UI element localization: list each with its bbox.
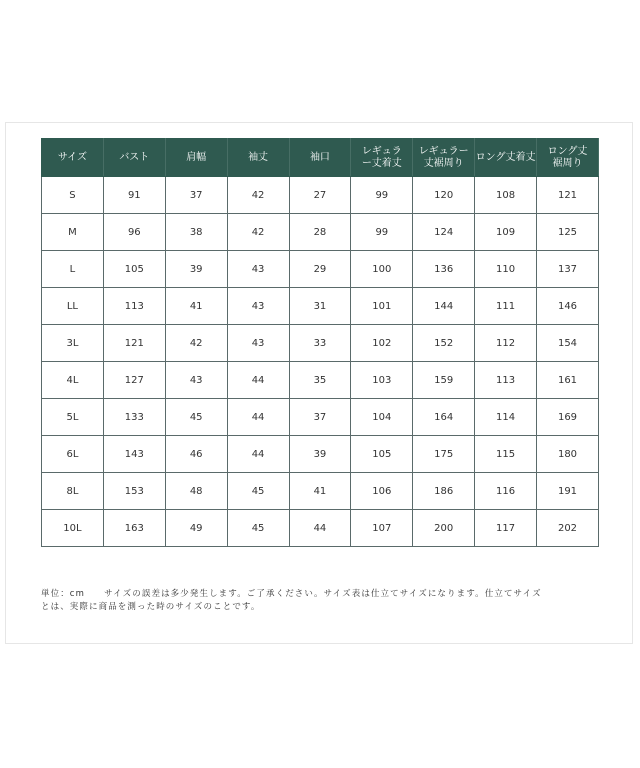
table-cell: 96 bbox=[103, 214, 165, 251]
table-cell: 102 bbox=[351, 325, 413, 362]
table-cell: S bbox=[42, 177, 104, 214]
table-cell: 37 bbox=[289, 399, 351, 436]
table-cell: 100 bbox=[351, 251, 413, 288]
table-cell: 109 bbox=[475, 214, 537, 251]
table-cell: 43 bbox=[227, 251, 289, 288]
table-cell: 113 bbox=[475, 362, 537, 399]
table-cell: LL bbox=[42, 288, 104, 325]
table-cell: 39 bbox=[165, 251, 227, 288]
table-cell: 3L bbox=[42, 325, 104, 362]
table-row bbox=[42, 251, 599, 288]
table-cell: 111 bbox=[475, 288, 537, 325]
table-cell: 117 bbox=[475, 510, 537, 547]
table-cell: 191 bbox=[537, 473, 599, 510]
table-header-row bbox=[42, 139, 599, 177]
table-cell: 103 bbox=[351, 362, 413, 399]
table-cell: 37 bbox=[165, 177, 227, 214]
table-cell: 164 bbox=[413, 399, 475, 436]
table-cell: 44 bbox=[289, 510, 351, 547]
table-cell: 46 bbox=[165, 436, 227, 473]
table-cell: 186 bbox=[413, 473, 475, 510]
table-cell: 136 bbox=[413, 251, 475, 288]
table-cell: 41 bbox=[289, 473, 351, 510]
table-cell: 200 bbox=[413, 510, 475, 547]
table-cell: 137 bbox=[537, 251, 599, 288]
table-cell: 29 bbox=[289, 251, 351, 288]
table-row bbox=[42, 214, 599, 251]
table-cell: 121 bbox=[103, 325, 165, 362]
table-cell: 4L bbox=[42, 362, 104, 399]
table-row bbox=[42, 510, 599, 547]
table-row bbox=[42, 399, 599, 436]
table-cell: 43 bbox=[165, 362, 227, 399]
table-cell: 35 bbox=[289, 362, 351, 399]
header-size: サイズ bbox=[42, 139, 104, 177]
table-cell: 125 bbox=[537, 214, 599, 251]
table-cell: 44 bbox=[227, 436, 289, 473]
table-cell: 110 bbox=[475, 251, 537, 288]
table-cell: 101 bbox=[351, 288, 413, 325]
table-cell: 42 bbox=[227, 177, 289, 214]
table-cell: 106 bbox=[351, 473, 413, 510]
table-cell: 108 bbox=[475, 177, 537, 214]
table-cell: 39 bbox=[289, 436, 351, 473]
table-cell: 48 bbox=[165, 473, 227, 510]
table-cell: 180 bbox=[537, 436, 599, 473]
table-row bbox=[42, 177, 599, 214]
header-long-hem: ロング丈 裾周り bbox=[537, 139, 599, 177]
table-cell: 154 bbox=[537, 325, 599, 362]
table-cell: 43 bbox=[227, 288, 289, 325]
table-cell: 112 bbox=[475, 325, 537, 362]
table-cell: 113 bbox=[103, 288, 165, 325]
table-cell: 10L bbox=[42, 510, 104, 547]
table-cell: 27 bbox=[289, 177, 351, 214]
table-cell: 99 bbox=[351, 177, 413, 214]
table-cell: 121 bbox=[537, 177, 599, 214]
table-cell: 91 bbox=[103, 177, 165, 214]
table-cell: 120 bbox=[413, 177, 475, 214]
table-cell: 152 bbox=[413, 325, 475, 362]
table-cell: 107 bbox=[351, 510, 413, 547]
table-cell: 143 bbox=[103, 436, 165, 473]
table-cell: 105 bbox=[103, 251, 165, 288]
table-cell: 44 bbox=[227, 399, 289, 436]
table-cell: 41 bbox=[165, 288, 227, 325]
table-cell: 105 bbox=[351, 436, 413, 473]
table-cell: 99 bbox=[351, 214, 413, 251]
table-cell: 159 bbox=[413, 362, 475, 399]
table-cell: 44 bbox=[227, 362, 289, 399]
table-cell: 45 bbox=[165, 399, 227, 436]
table-cell: 163 bbox=[103, 510, 165, 547]
header-sleeve-length: 袖丈 bbox=[227, 139, 289, 177]
table-cell: 43 bbox=[227, 325, 289, 362]
table-row bbox=[42, 362, 599, 399]
table-cell: 115 bbox=[475, 436, 537, 473]
table-cell: L bbox=[42, 251, 104, 288]
table-cell: 38 bbox=[165, 214, 227, 251]
table-cell: 49 bbox=[165, 510, 227, 547]
table-row bbox=[42, 325, 599, 362]
table-cell: 28 bbox=[289, 214, 351, 251]
table-cell: 8L bbox=[42, 473, 104, 510]
table-cell: 127 bbox=[103, 362, 165, 399]
table-cell: 169 bbox=[537, 399, 599, 436]
table-cell: 42 bbox=[227, 214, 289, 251]
table-cell: 33 bbox=[289, 325, 351, 362]
table-cell: 31 bbox=[289, 288, 351, 325]
table-cell: 5L bbox=[42, 399, 104, 436]
size-note bbox=[41, 588, 603, 614]
header-shoulder-width: 肩幅 bbox=[165, 139, 227, 177]
table-cell: M bbox=[42, 214, 104, 251]
table-row bbox=[42, 288, 599, 325]
header-long-length: ロング丈着丈 bbox=[475, 139, 537, 177]
table-cell: 42 bbox=[165, 325, 227, 362]
table-row bbox=[42, 473, 599, 510]
note-line: 単位：cm サイズの誤差は多少発生します。ご了承ください。サイズ表は仕立てサイズになります。仕立てサイズ bbox=[41, 589, 542, 599]
table-cell: 202 bbox=[537, 510, 599, 547]
header-bust: バスト bbox=[103, 139, 165, 177]
note-line: とは、実際に商品を測った時のサイズのことです。 bbox=[41, 602, 261, 612]
table-cell: 104 bbox=[351, 399, 413, 436]
table-cell: 45 bbox=[227, 510, 289, 547]
table-row bbox=[42, 436, 599, 473]
table-cell: 144 bbox=[413, 288, 475, 325]
header-regular-hem: レギュラー 丈裾周り bbox=[413, 139, 475, 177]
table-cell: 175 bbox=[413, 436, 475, 473]
size-chart-table bbox=[41, 138, 599, 547]
table-cell: 146 bbox=[537, 288, 599, 325]
table-cell: 45 bbox=[227, 473, 289, 510]
table-cell: 153 bbox=[103, 473, 165, 510]
table-cell: 161 bbox=[537, 362, 599, 399]
table-cell: 114 bbox=[475, 399, 537, 436]
table-cell: 133 bbox=[103, 399, 165, 436]
table-cell: 6L bbox=[42, 436, 104, 473]
table-cell: 124 bbox=[413, 214, 475, 251]
header-cuff: 袖口 bbox=[289, 139, 351, 177]
header-regular-length: レギュラ ー丈着丈 bbox=[351, 139, 413, 177]
table-cell: 116 bbox=[475, 473, 537, 510]
